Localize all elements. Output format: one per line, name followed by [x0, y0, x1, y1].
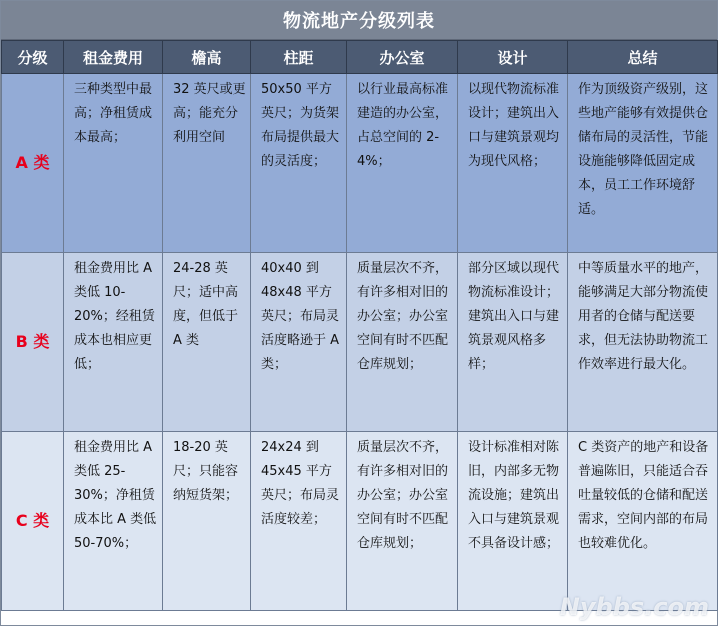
table-row-a [2, 74, 718, 253]
design-cell: 设计标准相对陈旧，内部多无物流设施；建筑出入口与建筑景观不具备设计感； [458, 432, 568, 611]
grade-cell: B 类 [2, 253, 64, 432]
header-eave-height: 檐高 [163, 41, 251, 74]
office-cell: 质量层次不齐，有许多相对旧的办公室；办公室空间有时不匹配仓库规划； [347, 432, 458, 611]
header-rent: 租金费用 [64, 41, 163, 74]
rent-cell: 租金费用比 A 类低 25-30%；净租赁成本比 A 类低 50-70%； [64, 432, 163, 611]
design-cell: 部分区域以现代物流标准设计；建筑出入口与建筑景观风格多样； [458, 253, 568, 432]
column-spacing-cell: 24x24 到 45x45 平方英尺；布局灵活度较差； [251, 432, 347, 611]
header-column-spacing: 柱距 [251, 41, 347, 74]
column-spacing-cell: 40x40 到 48x48 平方英尺；布局灵活度略逊于 A 类； [251, 253, 347, 432]
header-row [2, 41, 718, 74]
grading-table [1, 40, 718, 611]
header-summary: 总结 [568, 41, 718, 74]
table-row-c [2, 432, 718, 611]
table-row-b [2, 253, 718, 432]
summary-cell: 作为顶级资产级别，这些地产能够有效提供仓储布局的灵活性，节能设施能够降低固定成本，员工工作环境舒适。 [568, 74, 718, 253]
grade-cell: C 类 [2, 432, 64, 611]
watermark: Nybbs.com [559, 593, 709, 621]
office-cell: 以行业最高标准建造的办公室，占总空间的 2-4%； [347, 74, 458, 253]
header-grade: 分级 [2, 41, 64, 74]
grade-cell: A 类 [2, 74, 64, 253]
office-cell: 质量层次不齐，有许多相对旧的办公室；办公室空间有时不匹配仓库规划； [347, 253, 458, 432]
eave-height-cell: 24-28 英尺；适中高度，但低于 A 类 [163, 253, 251, 432]
summary-cell: 中等质量水平的地产，能够满足大部分物流使用者的仓储与配送要求，但无法协助物流工作效率进行最大化。 [568, 253, 718, 432]
rent-cell: 三种类型中最高；净租赁成本最高； [64, 74, 163, 253]
header-office: 办公室 [347, 41, 458, 74]
design-cell: 以现代物流标准设计；建筑出入口与建筑景观均为现代风格； [458, 74, 568, 253]
column-spacing-cell: 50x50 平方英尺；为货架布局提供最大的灵活度； [251, 74, 347, 253]
eave-height-cell: 18-20 英尺；只能容纳短货架； [163, 432, 251, 611]
header-design: 设计 [458, 41, 568, 74]
rent-cell: 租金费用比 A 类低 10-20%；经租赁成本也相应更低； [64, 253, 163, 432]
table-title: 物流地产分级列表 [1, 1, 717, 40]
eave-height-cell: 32 英尺或更高；能充分利用空间 [163, 74, 251, 253]
summary-cell: C 类资产的地产和设备普遍陈旧，只能适合吞吐量较低的仓储和配送需求，空间内部的布局也较难优化。 [568, 432, 718, 611]
